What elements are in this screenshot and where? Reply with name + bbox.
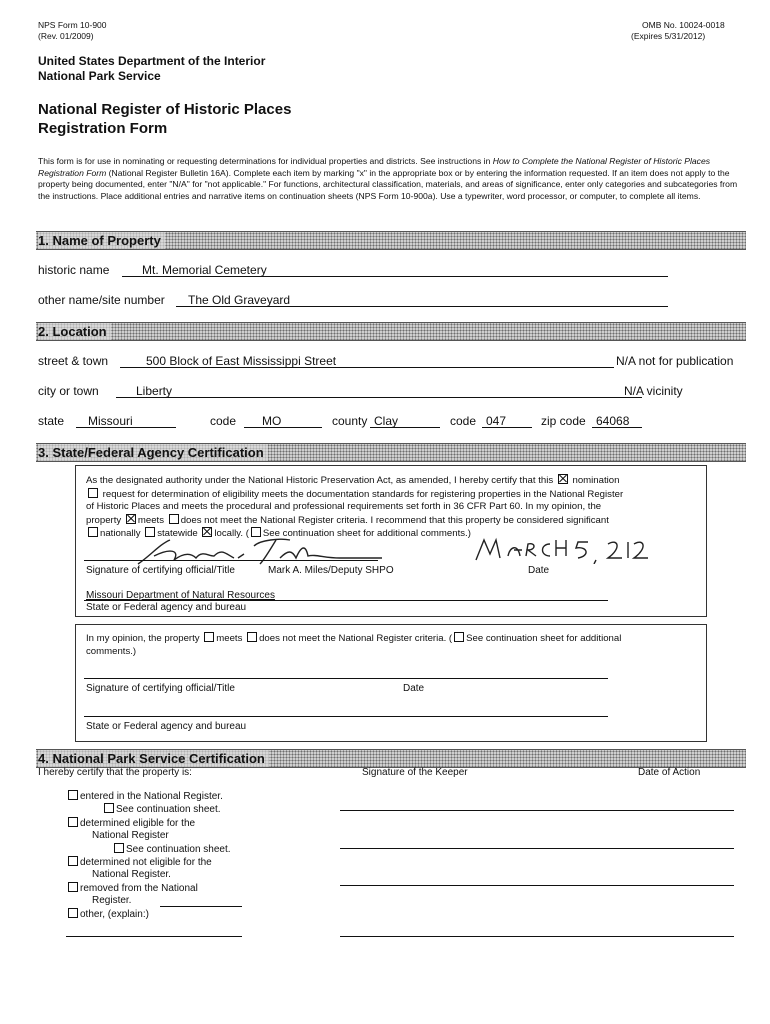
eligible-checkbox[interactable] — [68, 817, 78, 827]
other-name-field[interactable] — [176, 292, 668, 307]
eligible-continuation-label: See continuation sheet. — [126, 843, 231, 855]
keeper-line-2[interactable] — [340, 848, 734, 849]
removed-checkbox[interactable] — [68, 882, 78, 892]
section-3-title: 3. State/Federal Agency Certification — [38, 444, 268, 461]
option-entered-sub — [66, 803, 256, 816]
opinion-text — [86, 632, 698, 658]
date2-label: Date — [403, 683, 425, 694]
opinion-not-meet-checkbox[interactable] — [247, 632, 257, 642]
state-code-label: code — [210, 414, 237, 428]
eligible-label: determined eligible for the — [80, 817, 196, 829]
entered-continuation-checkbox[interactable] — [104, 803, 114, 813]
option-other — [66, 908, 256, 921]
keeper-line-3[interactable] — [340, 885, 734, 886]
signature2-label: Signature of certifying official/Title — [86, 683, 235, 694]
cert-line-1-text: As the designated authority under the National Historic Preservation Act, as amended, I hereby certify that this — [86, 475, 554, 486]
cert-line-2 — [86, 488, 696, 502]
entered-label: entered in the National Register. — [80, 791, 223, 802]
form-number: NPS Form 10-900 — [38, 20, 107, 30]
city-value: Liberty — [136, 384, 173, 398]
cert-line-4-text: does not meet the National Register criteria. I recommend that this property be considered significant — [180, 514, 609, 526]
does-not-meet-checkbox[interactable] — [169, 514, 179, 524]
eligible-continuation-checkbox[interactable] — [114, 843, 124, 853]
state-field[interactable] — [76, 413, 176, 428]
not-eligible-checkbox[interactable] — [68, 856, 78, 866]
signature-label: Signature of certifying official/Title — [86, 565, 235, 576]
meets-label: meets — [137, 514, 165, 526]
other-label: other, (explain:) — [80, 908, 149, 920]
opinion-comments: comments.) — [86, 645, 137, 657]
handwritten-date — [470, 534, 650, 564]
nomination-checkbox[interactable] — [558, 474, 568, 484]
option-not-eligible — [66, 856, 256, 869]
section-4-header — [36, 749, 746, 768]
signature2-line[interactable] — [84, 678, 608, 679]
keeper-label: Signature of the Keeper — [362, 767, 468, 778]
opinion-meets-checkbox[interactable] — [204, 632, 214, 642]
omb-number: OMB No. 10024-0018 — [642, 20, 725, 30]
service-name: National Park Service — [38, 69, 161, 83]
street-label: street & town — [38, 354, 109, 368]
statewide-label: statewide — [157, 528, 198, 540]
certify-label: I hereby certify that the property is: — [38, 767, 192, 778]
city-field[interactable] — [116, 383, 642, 398]
historic-name-value: Mt. Memorial Cemetery — [142, 263, 267, 277]
other-name-value: The Old Graveyard — [188, 293, 291, 307]
option-removed — [66, 882, 256, 895]
keeper-line-4[interactable] — [340, 936, 734, 937]
section-3-header — [36, 443, 746, 462]
entered-continuation-label: See continuation sheet. — [116, 804, 221, 816]
agency-line — [84, 600, 608, 601]
signer-name: Mark A. Miles/Deputy SHPO — [268, 565, 394, 576]
cert-line-3-text: of Historic Places and meets the procedural and professional requirements set forth in 36 CFR Part 60. In my opinion, the — [86, 501, 602, 513]
historic-name-field[interactable] — [122, 262, 668, 277]
option-eligible — [66, 817, 256, 830]
agency2-line[interactable] — [84, 716, 608, 717]
removed-label: removed from the National — [80, 882, 198, 894]
cert-line-1 — [86, 474, 696, 488]
city-label: city or town — [38, 384, 99, 398]
state-value: Missouri — [88, 414, 133, 428]
opinion-text-3: does not meet the National Register criteria. ( — [259, 633, 453, 644]
opinion-text-1: In my opinion, the property — [86, 633, 200, 644]
street-value: 500 Block of East Mississippi Street — [146, 354, 337, 368]
other-explain-line-2[interactable] — [66, 936, 242, 937]
county-value: Clay — [374, 414, 399, 428]
certification-text — [86, 474, 696, 541]
continuation-label: See continuation sheet for additional comments.) — [262, 528, 471, 540]
agency2-label: State or Federal agency and bureau — [86, 721, 247, 732]
intro-paragraph — [38, 156, 750, 202]
zip-label: zip code — [541, 414, 586, 428]
cert-line-3 — [86, 501, 696, 514]
not-eligible-label: determined not eligible for the — [80, 857, 212, 869]
removed-label-2: Register. — [92, 895, 132, 907]
agency-value: Missouri Department of Natural Resources — [86, 590, 275, 601]
county-field[interactable] — [370, 413, 440, 428]
opinion-text-4: See continuation sheet for additional — [466, 633, 622, 644]
section-1-title: 1. Name of Property — [38, 232, 165, 249]
zip-value: 64068 — [596, 414, 630, 428]
county-label: county — [332, 414, 368, 428]
section-1-header — [36, 231, 746, 250]
date-label: Date — [528, 565, 550, 576]
street-field[interactable] — [120, 353, 614, 368]
page-subtitle: Registration Form — [38, 120, 168, 137]
na-vicinity-label: N/A vicinity — [624, 384, 683, 398]
locally-label: locally. ( — [214, 528, 249, 540]
cert-line-4 — [86, 514, 696, 528]
page-title: National Register of Historic Places — [38, 101, 292, 118]
nomination-label: nomination — [572, 475, 620, 486]
option-eligible-sub — [66, 843, 256, 856]
other-checkbox[interactable] — [68, 908, 78, 918]
intro-text-2: (National Register Bulletin 16A). Complete each item by marking "x" in the appropriate box or by entering the information requested. If an item does not apply to the property being documented, enter "N/A" for "not applicable." For functions, architectural classification, materials, and areas of significance, enter only categories and subcategories from the instructions. Place additional entries and narrative items on continuation sheets (NPS Form 10-900a). Use a typewriter, word processor, or computer, to complete all items. — [38, 167, 738, 201]
county-code-value: 047 — [486, 414, 507, 428]
other-name-label: other name/site number — [38, 293, 165, 307]
section-2-header — [36, 322, 746, 341]
state-label: state — [38, 414, 65, 428]
not-eligible-label-2: National Register. — [92, 869, 171, 881]
historic-name-label: historic name — [38, 263, 110, 277]
section-4-title: 4. National Park Service Certification — [38, 750, 269, 767]
nps-options — [66, 790, 256, 921]
intro-text-1: This form is for use in nominating or requesting determinations for individual properties and districts. See instructions in — [38, 156, 493, 166]
form-revision: (Rev. 01/2009) — [38, 31, 94, 41]
na-publication-label: N/A not for publication — [616, 354, 734, 368]
option-entered — [66, 790, 256, 803]
county-code-field[interactable] — [482, 413, 532, 428]
nationally-checkbox[interactable] — [88, 527, 98, 537]
section-2-title: 2. Location — [38, 323, 111, 340]
handwritten-signature — [130, 536, 390, 568]
entered-checkbox[interactable] — [68, 790, 78, 800]
keeper-line-1[interactable] — [340, 810, 734, 811]
state-code-value: MO — [262, 414, 282, 428]
opinion-meets-label: meets — [216, 633, 243, 644]
other-explain-line[interactable] — [160, 906, 242, 907]
nationally-label: nationally — [100, 528, 141, 540]
request-checkbox[interactable] — [88, 488, 98, 498]
expiration-date: (Expires 5/31/2012) — [631, 31, 706, 41]
state-code-field[interactable] — [244, 413, 322, 428]
date-of-action-label: Date of Action — [638, 767, 701, 778]
property-label: property — [86, 514, 122, 526]
cert-line-2-text: request for determination of eligibility meets the documentation standards for registering properties in the National Register — [102, 488, 624, 500]
intro-text-italic: How to Complete the National Register of Historic Places Registration Form — [38, 156, 711, 178]
zip-field[interactable] — [592, 413, 642, 428]
county-code-label: code — [450, 414, 477, 428]
meets-checkbox[interactable] — [126, 514, 136, 524]
agency-label: State or Federal agency and bureau — [86, 602, 247, 613]
signature-line — [84, 560, 378, 561]
opinion-continuation-checkbox[interactable] — [454, 632, 464, 642]
eligible-label-2: National Register — [92, 830, 169, 842]
department-name: United States Department of the Interior — [38, 54, 266, 68]
